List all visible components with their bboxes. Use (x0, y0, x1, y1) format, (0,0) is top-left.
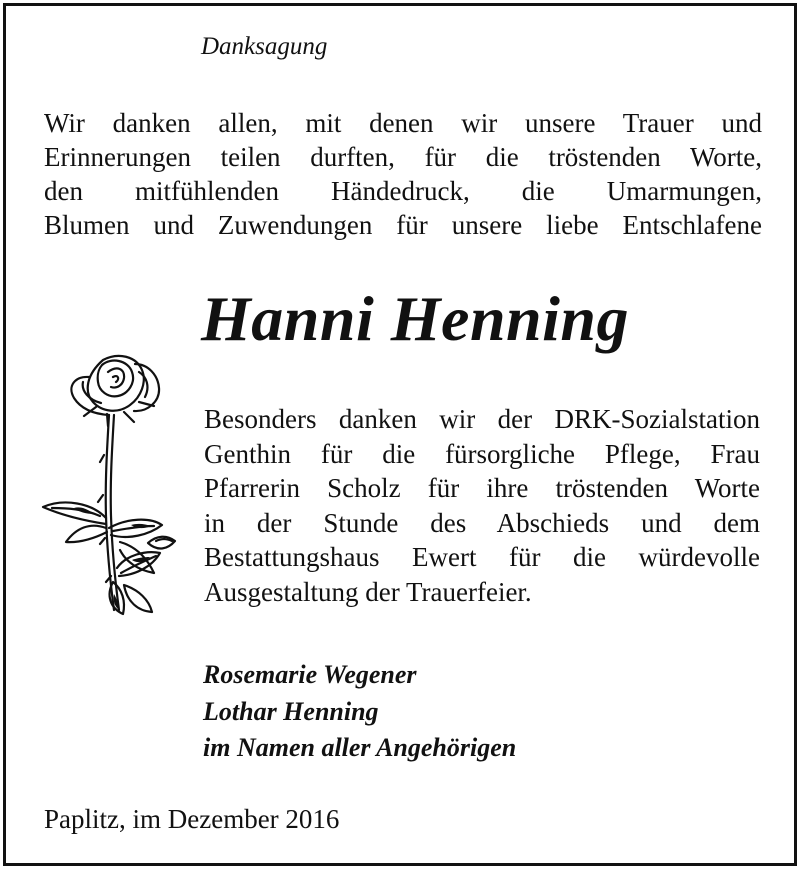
thanks-line: Besonders danken wir der DRK-Sozialstation (204, 404, 760, 434)
signature-block (203, 657, 516, 767)
thanks-line: Genthin für die fürsorgliche Pflege, Frau (204, 438, 760, 469)
signature-name: Rosemarie Wegener (203, 660, 417, 689)
signature-family-line: im Namen aller Angehörigen (203, 733, 517, 762)
thanks-line: in der Stunde des Abschieds und dem (204, 507, 760, 538)
intro-paragraph (44, 106, 762, 242)
obituary-notice-frame (3, 3, 797, 866)
notice-heading: Danksagung (201, 33, 328, 60)
deceased-name: Hanni Henning (201, 283, 629, 354)
intro-line: Wir danken allen, mit denen wir unsere Trauer und (44, 108, 762, 138)
thanks-line: Pfarrerin Scholz für ihre tröstenden Worte (204, 473, 760, 503)
rose-icon (36, 344, 181, 619)
thanks-paragraph (204, 402, 760, 609)
thanks-line: Bestattungshaus Ewert für die würdevolle (204, 542, 760, 572)
place-date: Paplitz, im Dezember 2016 (44, 804, 340, 834)
intro-line: Blumen und Zuwendungen für unsere liebe Entschlafene (44, 210, 762, 240)
signature-name: Lothar Henning (203, 696, 379, 726)
thanks-line: Ausgestaltung der Trauerfeier. (204, 576, 532, 607)
intro-line: Erinnerungen teilen durften, für die tröstenden Worte, (44, 142, 762, 172)
intro-line: den mitfühlenden Händedruck, die Umarmungen, (44, 176, 762, 206)
